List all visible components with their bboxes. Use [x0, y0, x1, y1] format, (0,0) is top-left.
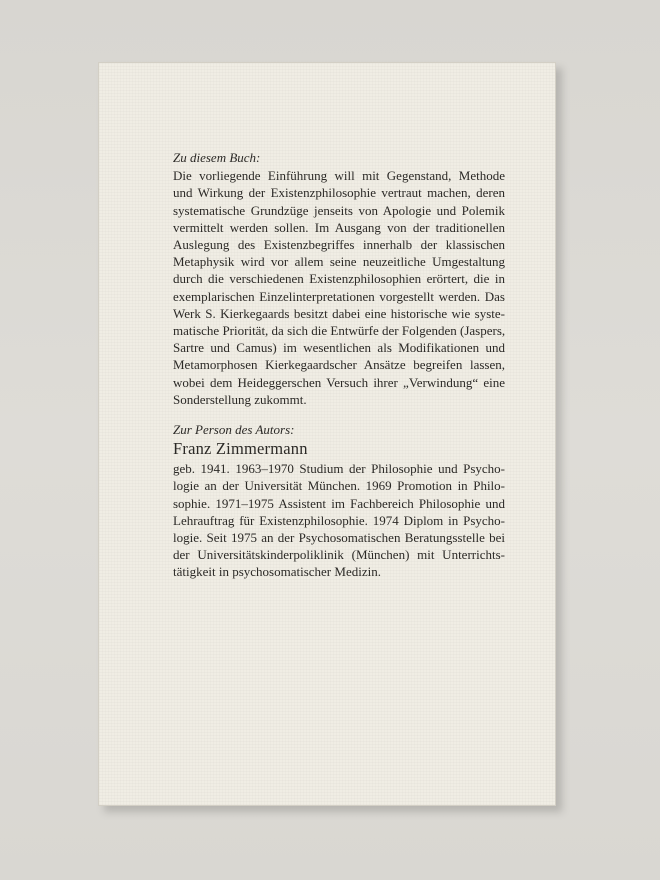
text-line: Auslegung des Existenzbegriffes innerhalb der klassischen	[173, 237, 505, 253]
text-line: logie. Seit 1975 an der Psychosomatischen Beratungsstelle bei	[173, 530, 505, 546]
text-line: matische Priorität, da sich die Entwürfe der Folgenden (Jaspers,	[173, 323, 506, 339]
text-line: logie an der Universität München. 1969 Promotion in Philo-	[173, 478, 505, 494]
author-bio-text	[173, 460, 505, 580]
text-line: Metaphysik wird vor allem seine neuzeitliche Umgestaltung	[173, 254, 505, 270]
text-line: der Universitätskinderpoliklinik (München) mit Unterrichts-	[173, 547, 505, 563]
about-author-heading: Zur Person des Autors:	[173, 422, 295, 438]
text-line: exemplarischen Einzelinterpretationen vorgestellt werden. Das	[173, 288, 505, 304]
text-line: vermittelt werden sollen. Im Ausgang von der traditionellen	[173, 219, 505, 235]
text-line: Werk S. Kierkegaards besitzt dabei eine historische wie syste-	[173, 305, 505, 321]
about-book-heading: Zu diesem Buch:	[173, 150, 261, 165]
text-line: Sonderstellung zukommt.	[173, 391, 307, 407]
about-book-text	[173, 167, 505, 408]
text-line: systematische Grundzüge jenseits von Apologie und Polemik	[173, 202, 505, 218]
text-line: Die vorliegende Einführung will mit Gegenstand, Methode	[173, 168, 505, 184]
text-line: Lehrauftrag für Existenzphilosophie. 1974 Diplom in Psycho-	[173, 512, 505, 528]
text-line: geb. 1941. 1963–1970 Studium der Philosophie und Psycho-	[173, 461, 505, 477]
text-line: sophie. 1971–1975 Assistent im Fachbereich Philosophie und	[173, 495, 505, 511]
text-line: Metamorphosen Kierkegaardscher Ansätze begreifen lassen,	[173, 357, 505, 373]
text-line: tätigkeit in psychosomatischer Medizin.	[173, 564, 381, 580]
text-line: Sartre und Camus) im wesentlichen als Modifikationen und	[173, 340, 505, 356]
text-line: wobei dem Heideggerschen Versuch ihrer „Verwindung“ eine	[173, 374, 505, 390]
cover-blurb	[173, 149, 505, 581]
section-spacer	[173, 408, 505, 421]
author-name: Franz Zimmermann	[173, 439, 308, 459]
book-back-cover	[98, 62, 556, 806]
text-line: und Wirkung der Existenzphilosophie vertraut machen, deren	[173, 185, 505, 201]
text-line: durch die verschiedenen Existenzphilosophien erörtert, die in	[173, 271, 505, 287]
